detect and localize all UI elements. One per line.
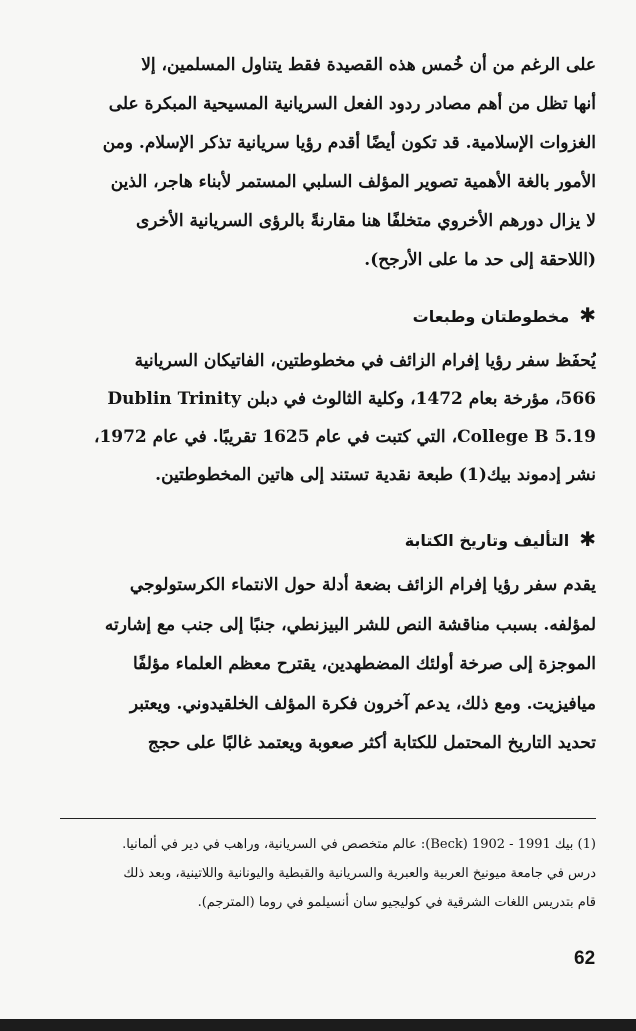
heading-text: التأليف وتاريخ الكتابة xyxy=(404,531,570,550)
text-line: College B 5.19، التي كتبت في عام 1625 تقريبًا. في عام 1972، xyxy=(93,427,596,447)
text-line: يُحفَظ سفر رؤيا إفرام الزائف في مخطوطتين، الفاتيكان السريانية xyxy=(134,351,596,371)
footnote-line: قام بتدريس اللغات الشرقية في كوليجيو سان أنسيلمو في روما (المترجم). xyxy=(197,895,596,910)
footnote-divider xyxy=(60,818,596,819)
page-number: 62 xyxy=(574,948,596,969)
footnote-line: (1) بيك Beck) 1902 - 1991): عالم متخصص في السريانية، وراهب في دير في ألمانيا. xyxy=(122,837,596,852)
heading-text: مخطوطتان وطبعات xyxy=(412,307,570,326)
text-line: لمؤلفه. بسبب مناقشة النص للشر البيزنطي، جنبًا إلى جنب مع إشارته xyxy=(104,614,596,635)
authorship-paragraph xyxy=(40,566,596,764)
text-line: على الرغم من أن خُمس هذه القصيدة فقط يتناول المسلمين، إلا xyxy=(141,55,596,75)
section-heading-manuscripts xyxy=(413,303,596,329)
text-line: الغزوات الإسلامية. قد تكون أيضًا أقدم رؤيا سريانية تذكر الإسلام. ومن xyxy=(102,133,596,153)
text-line: الموجزة إلى صرخة أولئك المضطهدين، يقترح معظم العلماء مؤلفًا xyxy=(132,654,596,674)
footnote-line: درس في جامعة ميونيخ العربية والعبرية والسريانية والقبطية واليونانية واللاتينية، وبعد ذلك xyxy=(123,866,596,881)
text-line: لا يزال دورهم الأخروي متخلفًا هنا مقارنةً بالرؤى السريانية الأخرى xyxy=(135,211,596,231)
intro-paragraph xyxy=(40,46,596,280)
text-line: (اللاحقة إلى حد ما على الأرجح). xyxy=(364,250,596,270)
text-line: تحديد التاريخ المحتمل للكتابة أكثر صعوبة ويعتمد غالبًا على حجج xyxy=(147,733,596,753)
text-line: أنها تظل من أهم مصادر ردود الفعل السريانية المسيحية المبكرة على xyxy=(108,94,596,114)
text-line: يقدم سفر رؤيا إفرام الزائف بضعة أدلة حول الانتماء الكرستولوجي xyxy=(129,575,596,595)
footnote xyxy=(40,830,596,917)
text-line: الأمور بالغة الأهمية تصوير المؤلف السلبي المستمر لأبناء هاجر، الذين xyxy=(110,172,596,192)
text-line: نشر إدموند بيك(1) طبعة نقدية تستند إلى هاتين المخطوطتين. xyxy=(155,465,596,485)
asterisk-icon: ✱ xyxy=(579,303,596,327)
section-heading-authorship xyxy=(405,527,596,553)
text-line: 566، مؤرخة بعام 1472، وكلية الثالوث في دبلن Dublin Trinity xyxy=(107,389,596,409)
manuscripts-paragraph xyxy=(40,342,596,494)
asterisk-icon: ✱ xyxy=(579,527,596,551)
text-line: ميافيزيت. ومع ذلك، يدعم آخرون فكرة المؤلف الخلقيدوني. ويعتبر xyxy=(129,693,596,714)
bottom-edge-bar xyxy=(0,1019,636,1031)
